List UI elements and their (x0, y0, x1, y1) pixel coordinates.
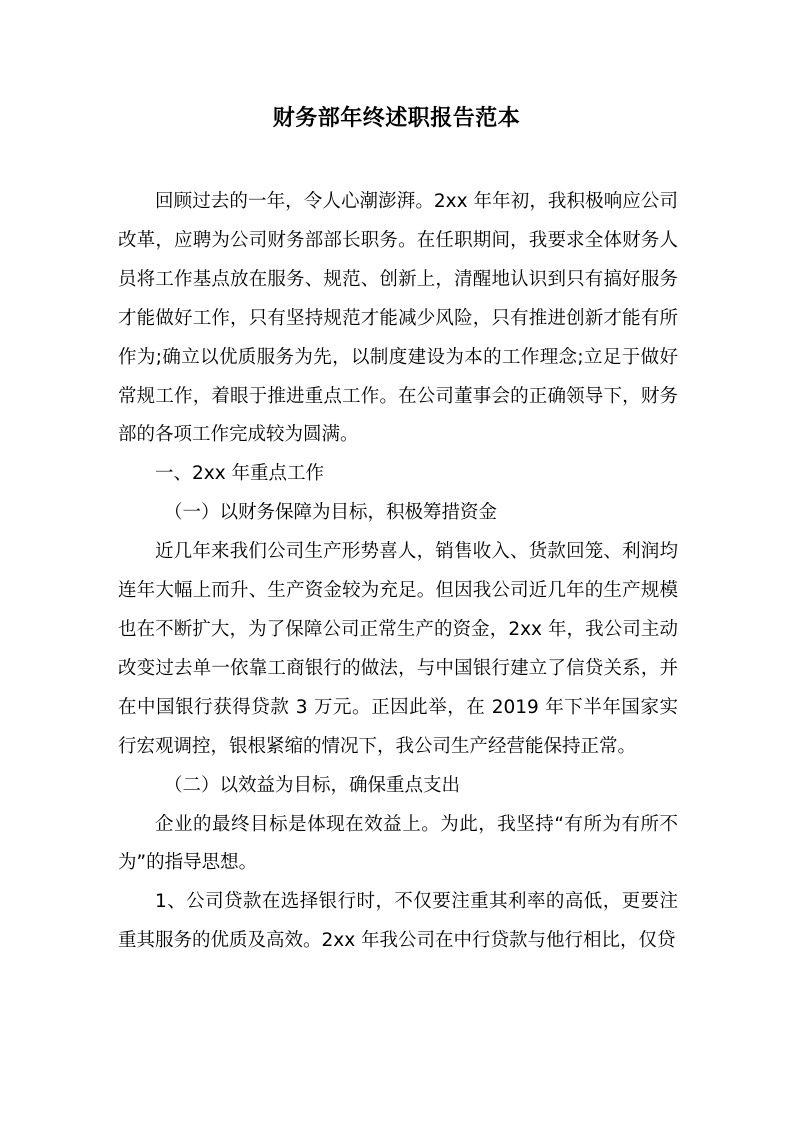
paragraph-efficiency: 企业的最终目标是体现在效益上。为此，我坚持“有所为有所不为”的指导思想。 (118, 813, 678, 874)
document-body (118, 183, 678, 961)
subsection-heading-2: （二）以效益为目标，确保重点支出 (164, 774, 461, 796)
section-heading-1: 一、2xx 年重点工作 (155, 463, 325, 485)
subsection-heading-1: （一）以财务保障为目标，积极筹措资金 (164, 502, 498, 524)
paragraph-loan-selection: 1、公司贷款在选择银行时，不仅要注重其利率的高低，更要注重其服务的优质及高效。2xx 年我公司在中行贷款与他行相比，仅贷 (118, 891, 678, 952)
paragraph-funding: 近几年来我们公司生产形势喜人，销售收入、货款回笼、利润均连年大幅上而升、生产资金较为充足。但因我公司近几年的生产规模也在不断扩大，为了保障公司正常生产的资金，2xx 年，我公司主动改变过去单一依靠工商银行的做法，与中国银行建立了信贷关系，并在中国银行获得贷款 3 万元。正因此举，在 2019 年下半年国家实行宏观调控，银根紧缩的情况下，我公司生产经营能保持正常。 (118, 541, 678, 757)
document-title: 财务部年终述职报告范本 (272, 106, 521, 131)
paragraph-intro: 回顾过去的一年，令人心潮澎湃。2xx 年年初，我积极响应公司改革，应聘为公司财务部部长职务。在任职期间，我要求全体财务人员将工作基点放在服务、规范、创新上，清醒地认识到只有搞好服务才能做好工作，只有坚持规范才能减少风险，只有推进创新才能有所作为;确立以优质服务为先，以制度建设为本的工作理念;立足于做好常规工作，着眼于推进重点工作。在公司董事会的正确领导下，财务部的各项工作完成较为圆满。 (118, 191, 678, 446)
